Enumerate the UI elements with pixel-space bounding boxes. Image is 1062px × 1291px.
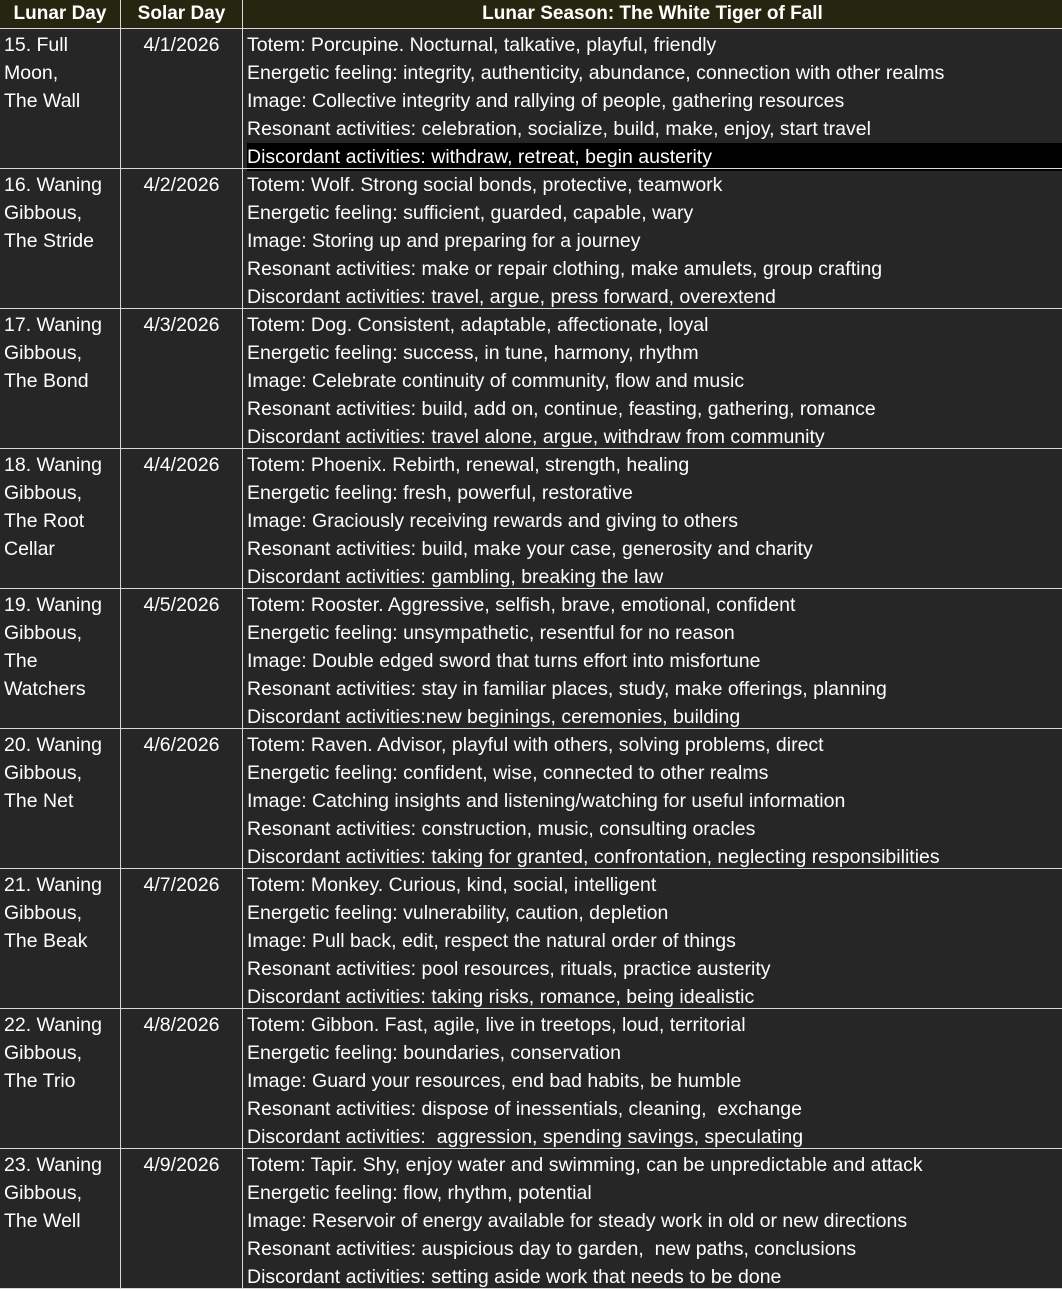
solar-day-cell[interactable]: 4/1/2026	[121, 29, 243, 168]
solar-day-cell[interactable]: 4/5/2026	[121, 589, 243, 728]
totem-line: Totem: Porcupine. Nocturnal, talkative, playful, friendly	[247, 34, 717, 56]
table-row	[0, 448, 1062, 588]
energetic-line: Energetic feeling: success, in tune, harmony, rhythm	[247, 342, 699, 364]
lunar-day-cell[interactable]: 18. Waning Gibbous, The Root Cellar	[0, 449, 121, 588]
resonant-line: Resonant activities: pool resources, rituals, practice austerity	[247, 958, 771, 980]
image-line: Image: Guard your resources, end bad habits, be humble	[247, 1070, 742, 1092]
lunar-day-cell[interactable]: 23. Waning Gibbous, The Well	[0, 1149, 121, 1288]
energetic-line: Energetic feeling: boundaries, conservation	[247, 1042, 621, 1064]
discordant-line: Discordant activities: taking risks, romance, being idealistic	[247, 986, 755, 1008]
energetic-line: Energetic feeling: integrity, authenticity, abundance, connection with other realms	[247, 62, 945, 84]
resonant-line: Resonant activities: construction, music, consulting oracles	[247, 818, 756, 840]
resonant-line: Resonant activities: celebration, socialize, build, make, enjoy, start travel	[247, 118, 871, 140]
discordant-line-selected[interactable]: Discordant activities: withdraw, retreat, begin austerity	[247, 143, 1062, 171]
totem-line: Totem: Tapir. Shy, enjoy water and swimming, can be unpredictable and attack	[247, 1154, 923, 1176]
energetic-line: Energetic feeling: flow, rhythm, potential	[247, 1182, 592, 1204]
table-row	[0, 728, 1062, 868]
image-line: Image: Graciously receiving rewards and giving to others	[247, 510, 738, 532]
energetic-line: Energetic feeling: confident, wise, connected to other realms	[247, 762, 769, 784]
resonant-line: Resonant activities: stay in familiar places, study, make offerings, planning	[247, 678, 887, 700]
table-row	[0, 868, 1062, 1008]
energetic-line: Energetic feeling: fresh, powerful, restorative	[247, 482, 633, 504]
solar-day-cell[interactable]: 4/4/2026	[121, 449, 243, 588]
discordant-line: Discordant activities: travel, argue, press forward, overextend	[247, 286, 776, 308]
discordant-line: Discordant activities: aggression, spending savings, speculating	[247, 1126, 804, 1148]
lunar-day-cell[interactable]: 21. Waning Gibbous, The Beak	[0, 869, 121, 1008]
lunar-day-cell[interactable]: 20. Waning Gibbous, The Net	[0, 729, 121, 868]
totem-line: Totem: Monkey. Curious, kind, social, intelligent	[247, 874, 657, 896]
energetic-line: Energetic feeling: vulnerability, caution, depletion	[247, 902, 669, 924]
discordant-line: Discordant activities: setting aside work that needs to be done	[247, 1266, 782, 1288]
description-cell[interactable]	[243, 29, 1062, 168]
image-line: Image: Collective integrity and rallying of people, gathering resources	[247, 90, 845, 112]
table-row	[0, 28, 1062, 168]
lunar-day-cell[interactable]: 22. Waning Gibbous, The Trio	[0, 1009, 121, 1148]
header-lunar-day[interactable]: Lunar Day	[0, 0, 121, 28]
image-line: Image: Celebrate continuity of community, flow and music	[247, 370, 745, 392]
table-row	[0, 1148, 1062, 1288]
energetic-line: Energetic feeling: unsympathetic, resentful for no reason	[247, 622, 735, 644]
totem-line: Totem: Wolf. Strong social bonds, protective, teamwork	[247, 174, 723, 196]
table-row	[0, 308, 1062, 448]
table-row	[0, 1008, 1062, 1148]
resonant-line: Resonant activities: build, add on, continue, feasting, gathering, romance	[247, 398, 876, 420]
lunar-day-cell[interactable]: 16. Waning Gibbous, The Stride	[0, 169, 121, 308]
discordant-line: Discordant activities:new beginings, ceremonies, building	[247, 706, 741, 728]
solar-day-cell[interactable]: 4/9/2026	[121, 1149, 243, 1288]
description-cell[interactable]	[243, 869, 1062, 1008]
table-row	[0, 168, 1062, 308]
discordant-line: Discordant activities: taking for granted, confrontation, neglecting responsibilities	[247, 846, 940, 868]
energetic-line: Energetic feeling: sufficient, guarded, capable, wary	[247, 202, 694, 224]
resonant-line: Resonant activities: auspicious day to garden, new paths, conclusions	[247, 1238, 857, 1260]
image-line: Image: Pull back, edit, respect the natural order of things	[247, 930, 736, 952]
solar-day-cell[interactable]: 4/8/2026	[121, 1009, 243, 1148]
description-cell[interactable]	[243, 729, 1062, 868]
image-line: Image: Catching insights and listening/watching for useful information	[247, 790, 846, 812]
solar-day-cell[interactable]: 4/6/2026	[121, 729, 243, 868]
image-line: Image: Double edged sword that turns effort into misfortune	[247, 650, 761, 672]
lunar-day-cell[interactable]: 15. Full Moon, The Wall	[0, 29, 121, 168]
resonant-line: Resonant activities: make or repair clothing, make amulets, group crafting	[247, 258, 883, 280]
description-cell[interactable]	[243, 449, 1062, 588]
solar-day-cell[interactable]: 4/2/2026	[121, 169, 243, 308]
totem-line: Totem: Phoenix. Rebirth, renewal, strength, healing	[247, 454, 690, 476]
header-row	[0, 0, 1062, 28]
lunar-day-cell[interactable]: 19. Waning Gibbous, The Watchers	[0, 589, 121, 728]
description-cell[interactable]	[243, 589, 1062, 728]
resonant-line: Resonant activities: build, make your case, generosity and charity	[247, 538, 813, 560]
table-row	[0, 588, 1062, 728]
description-cell[interactable]	[243, 169, 1062, 308]
totem-line: Totem: Rooster. Aggressive, selfish, brave, emotional, confident	[247, 594, 796, 616]
image-line: Image: Reservoir of energy available for steady work in old or new directions	[247, 1210, 908, 1232]
image-line: Image: Storing up and preparing for a journey	[247, 230, 641, 252]
totem-line: Totem: Dog. Consistent, adaptable, affectionate, loyal	[247, 314, 709, 336]
resonant-line: Resonant activities: dispose of inessentials, cleaning, exchange	[247, 1098, 802, 1120]
solar-day-cell[interactable]: 4/7/2026	[121, 869, 243, 1008]
description-cell[interactable]	[243, 1149, 1062, 1288]
totem-line: Totem: Gibbon. Fast, agile, live in treetops, loud, territorial	[247, 1014, 746, 1036]
discordant-line: Discordant activities: gambling, breaking the law	[247, 566, 664, 588]
description-cell[interactable]	[243, 1009, 1062, 1148]
header-solar-day[interactable]: Solar Day	[121, 0, 243, 28]
lunar-day-cell[interactable]: 17. Waning Gibbous, The Bond	[0, 309, 121, 448]
description-cell[interactable]	[243, 309, 1062, 448]
solar-day-cell[interactable]: 4/3/2026	[121, 309, 243, 448]
discordant-line: Discordant activities: travel alone, argue, withdraw from community	[247, 426, 825, 448]
header-season[interactable]: Lunar Season: The White Tiger of Fall	[482, 3, 823, 24]
totem-line: Totem: Raven. Advisor, playful with others, solving problems, direct	[247, 734, 824, 756]
